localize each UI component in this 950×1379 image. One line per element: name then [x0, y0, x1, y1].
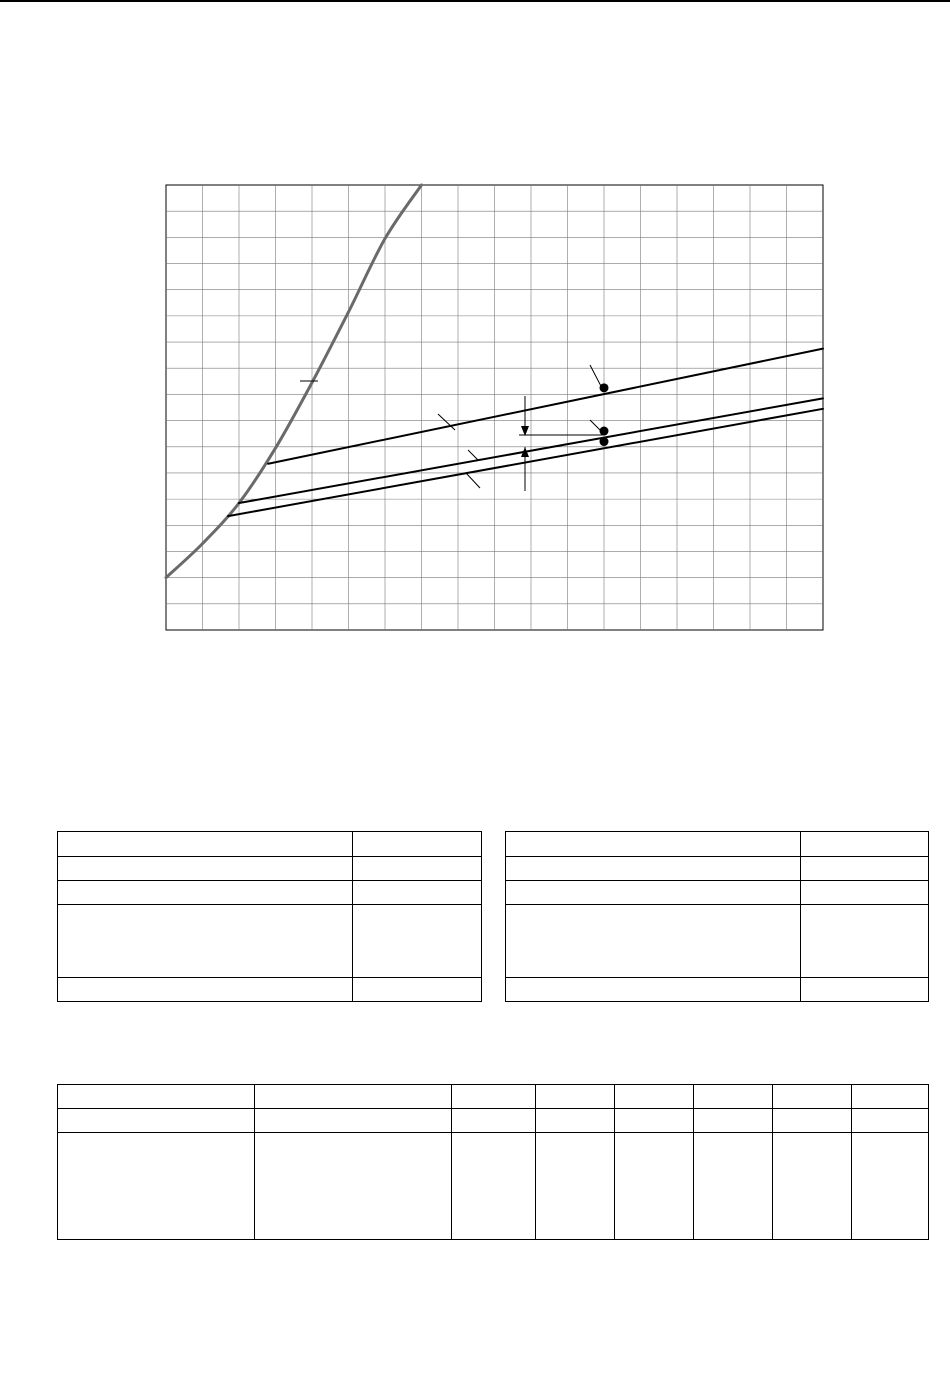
table-row [58, 857, 482, 881]
table-row [58, 1085, 929, 1109]
table-cell [255, 1109, 452, 1133]
table-cell [255, 1133, 452, 1240]
table-cell [536, 1085, 615, 1109]
leader-line-left-c [466, 473, 480, 488]
table-cell [801, 978, 929, 1002]
spec-table-left [57, 831, 482, 1002]
table-cell [506, 905, 801, 978]
table-cell [255, 1085, 452, 1109]
table-cell [801, 905, 929, 978]
annotations [300, 365, 603, 491]
table-cell [452, 1109, 536, 1133]
table-cell [353, 857, 482, 881]
grid [166, 185, 823, 630]
chart [0, 0, 950, 680]
series-line-3 [228, 409, 823, 516]
table-cell [353, 832, 482, 857]
table-cell [536, 1109, 615, 1133]
table-row [58, 978, 482, 1002]
table-row [506, 905, 929, 978]
leader-line-left-b [468, 450, 478, 460]
table-cell [506, 832, 801, 857]
series-curve [166, 185, 422, 578]
table-cell [536, 1133, 615, 1240]
table-cell [58, 1133, 255, 1240]
table-cell [615, 1085, 694, 1109]
table-cell [615, 1133, 694, 1240]
table-row [506, 881, 929, 905]
table-row [506, 832, 929, 857]
table-row [506, 857, 929, 881]
table-cell [694, 1109, 773, 1133]
table-cell [452, 1133, 536, 1240]
data-point-marker [600, 383, 609, 392]
table-row [506, 978, 929, 1002]
table-cell [506, 857, 801, 881]
table-cell [58, 1085, 255, 1109]
table-cell [353, 905, 482, 978]
data-point-marker [600, 427, 609, 436]
table-cell [852, 1109, 929, 1133]
table-cell [773, 1133, 852, 1240]
spec-table-right [505, 831, 929, 1002]
table-cell [801, 857, 929, 881]
table-cell [694, 1133, 773, 1240]
table-cell [58, 1109, 255, 1133]
table-cell [852, 1085, 929, 1109]
table-cell [852, 1133, 929, 1240]
table-cell [694, 1085, 773, 1109]
table-cell [58, 857, 353, 881]
table-cell [452, 1085, 536, 1109]
table-cell [353, 881, 482, 905]
table-cell [58, 881, 353, 905]
table-row [58, 905, 482, 978]
table-cell [801, 832, 929, 857]
table-row [58, 1133, 929, 1240]
table-cell [58, 832, 353, 857]
table-cell [506, 881, 801, 905]
table-row [58, 881, 482, 905]
data-table [57, 1084, 929, 1240]
table-cell [58, 978, 353, 1002]
table-row [58, 832, 482, 857]
table-cell [353, 978, 482, 1002]
table-cell [506, 978, 801, 1002]
table-cell [801, 881, 929, 905]
table-cell [773, 1109, 852, 1133]
data-point-marker [600, 437, 609, 446]
table-cell [58, 905, 353, 978]
table-row [58, 1109, 929, 1133]
table-cell [773, 1085, 852, 1109]
table-cell [615, 1109, 694, 1133]
